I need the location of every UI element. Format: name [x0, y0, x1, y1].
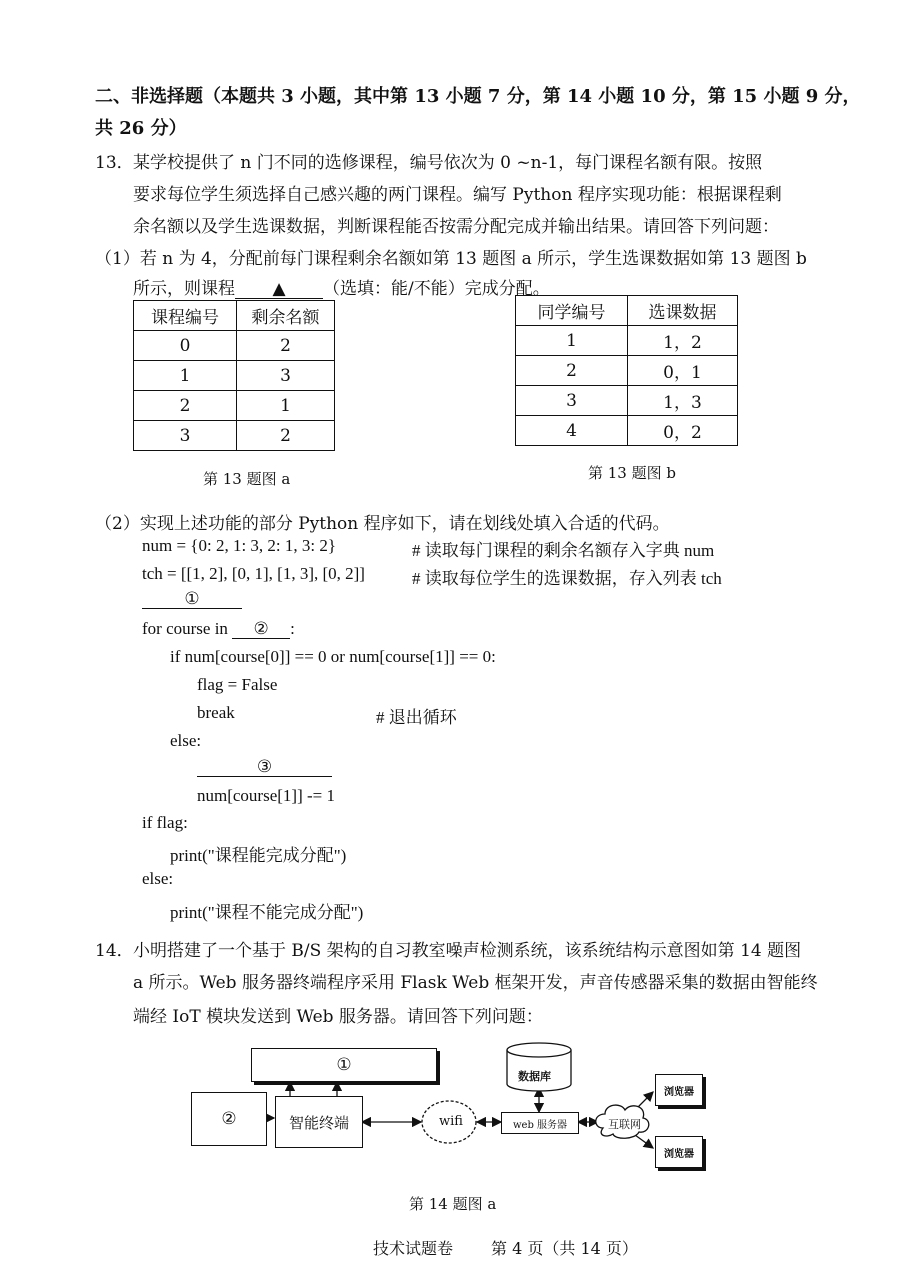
table-cell: 1，2: [628, 326, 738, 356]
table-row: [134, 391, 335, 421]
code-line-for: [142, 619, 295, 639]
table-cell: 2: [516, 356, 628, 386]
table-a: [133, 300, 335, 451]
table-cell: 0，1: [628, 356, 738, 386]
code-comment-break: # 退出循环: [376, 708, 457, 727]
code-line-break: break: [197, 703, 235, 722]
table-cell: 2: [134, 391, 237, 421]
code-blank-1-line: [142, 589, 242, 609]
table-cell: 1: [516, 326, 628, 356]
table-cell: 3: [237, 361, 335, 391]
diagram-web-server: web 服务器: [501, 1112, 579, 1134]
code-for-post: :: [290, 619, 295, 638]
section-heading-line1: 二、非选择题（本题共 3 小题，其中第 13 小题 7 分，第 14 小题 10 分，第 15 小题 9 分，: [95, 86, 861, 107]
q13-para-line2: 要求每位学生须选择自己感兴趣的两门课程。编写 Python 程序实现功能：根据课程剩: [133, 185, 782, 205]
table-cell: 1: [237, 391, 335, 421]
code-line-print-fail: print("课程不能完成分配"): [170, 903, 364, 922]
table-cell: 3: [134, 421, 237, 451]
table-a-caption: 第 13 题图 a: [203, 470, 291, 488]
table-b-caption: 第 13 题图 b: [588, 464, 676, 482]
section-heading-line2: 共 26 分）: [95, 118, 187, 139]
code-line-if: if num[course[0]] == 0 or num[course[1]] == 0:: [170, 647, 496, 666]
table-b-header-cell: 同学编号: [516, 296, 628, 326]
diagram-browser-2: 浏览器: [655, 1136, 703, 1168]
code-blank-1[interactable]: ①: [142, 590, 242, 609]
table-row: [516, 386, 738, 416]
q13-para-line1: 某学校提供了 n 门不同的选修课程，编号依次为 0 ~n-1，每门课程名额有限。按照: [133, 153, 763, 173]
table-cell: 1，3: [628, 386, 738, 416]
table-row: [134, 331, 335, 361]
code-line-decrement: num[course[1]] -= 1: [197, 786, 335, 805]
table-cell: 0: [134, 331, 237, 361]
code-comment-num: # 读取每门课程的剩余名额存入字典 num: [412, 541, 715, 560]
table-cell: 1: [134, 361, 237, 391]
table-row: [516, 356, 738, 386]
table-a-header-cell: 剩余名额: [237, 301, 335, 331]
table-row: [516, 326, 738, 356]
table-a-header-cell: 课程编号: [134, 301, 237, 331]
code-line-else2: else:: [142, 869, 174, 888]
code-line-print-ok: print("课程能完成分配"): [170, 846, 347, 865]
table-cell: 4: [516, 416, 628, 446]
q14-number: 14．: [95, 941, 134, 961]
code-blank-3-line: [197, 757, 332, 777]
table-cell: 3: [516, 386, 628, 416]
table-a-header-row: [134, 301, 335, 331]
q13-part1-answer-blank[interactable]: ▲: [235, 280, 323, 299]
footer-exam-title: 技术试题卷: [373, 1239, 454, 1258]
table-row: [134, 421, 335, 451]
diagram-box-2: ②: [191, 1092, 267, 1146]
system-diagram: [185, 1040, 745, 1180]
table-row: [134, 361, 335, 391]
diagram-box-1: ①: [251, 1048, 437, 1082]
diagram-internet: 互联网: [608, 1118, 641, 1131]
footer-page-number: 第 4 页（共 14 页）: [491, 1239, 638, 1258]
code-line-num: num = {0: 2, 1: 3, 2: 1, 3: 2}: [142, 536, 337, 555]
q14-para-line2: a 所示。Web 服务器终端程序采用 Flask Web 框架开发，声音传感器采集的数据由智能终: [133, 973, 818, 993]
q13-part1-post: （选填：能/不能）完成分配。: [323, 279, 550, 299]
code-for-pre: for course in: [142, 619, 233, 638]
code-blank-2[interactable]: ②: [232, 620, 290, 639]
table-row: [516, 416, 738, 446]
table-cell: 2: [237, 421, 335, 451]
code-line-tch: tch = [[1, 2], [0, 1], [1, 3], [0, 2]]: [142, 564, 365, 583]
code-blank-3[interactable]: ③: [197, 758, 332, 777]
table-cell: 2: [237, 331, 335, 361]
diagram-database: 数据库: [518, 1070, 551, 1083]
q13-number: 13．: [95, 153, 134, 173]
q13-part1-pre: 所示，则课程: [133, 279, 235, 299]
code-line-flag: flag = False: [197, 675, 278, 694]
q14-para-line1: 小明搭建了一个基于 B/S 架构的自习教室噪声检测系统，该系统结构示意图如第 14 题图: [133, 941, 802, 961]
code-line-ifflag: if flag:: [142, 813, 188, 832]
q14-figure-caption: 第 14 题图 a: [409, 1195, 497, 1213]
diagram-browser-1: 浏览器: [655, 1074, 703, 1106]
table-b: [515, 295, 738, 446]
diagram-terminal: 智能终端: [275, 1096, 363, 1148]
q14-para-line3: 端经 IoT 模块发送到 Web 服务器。请回答下列问题：: [133, 1007, 543, 1027]
q13-part1-line1: （1）若 n 为 4，分配前每门课程剩余名额如第 13 题图 a 所示，学生选课数据如第 13 题图 b: [95, 249, 807, 269]
q13-part2-intro: （2）实现上述功能的部分 Python 程序如下，请在划线处填入合适的代码。: [95, 514, 670, 534]
diagram-wifi: wifi: [439, 1114, 463, 1129]
q13-para-line3: 余名额以及学生选课数据，判断课程能否按需分配完成并输出结果。请回答下列问题：: [133, 217, 779, 237]
table-b-header-row: [516, 296, 738, 326]
code-comment-tch: # 读取每位学生的选课数据，存入列表 tch: [412, 569, 722, 588]
table-cell: 0，2: [628, 416, 738, 446]
q13-part1-line2: [133, 274, 550, 299]
table-b-header-cell: 选课数据: [628, 296, 738, 326]
code-line-else: else:: [170, 731, 202, 750]
